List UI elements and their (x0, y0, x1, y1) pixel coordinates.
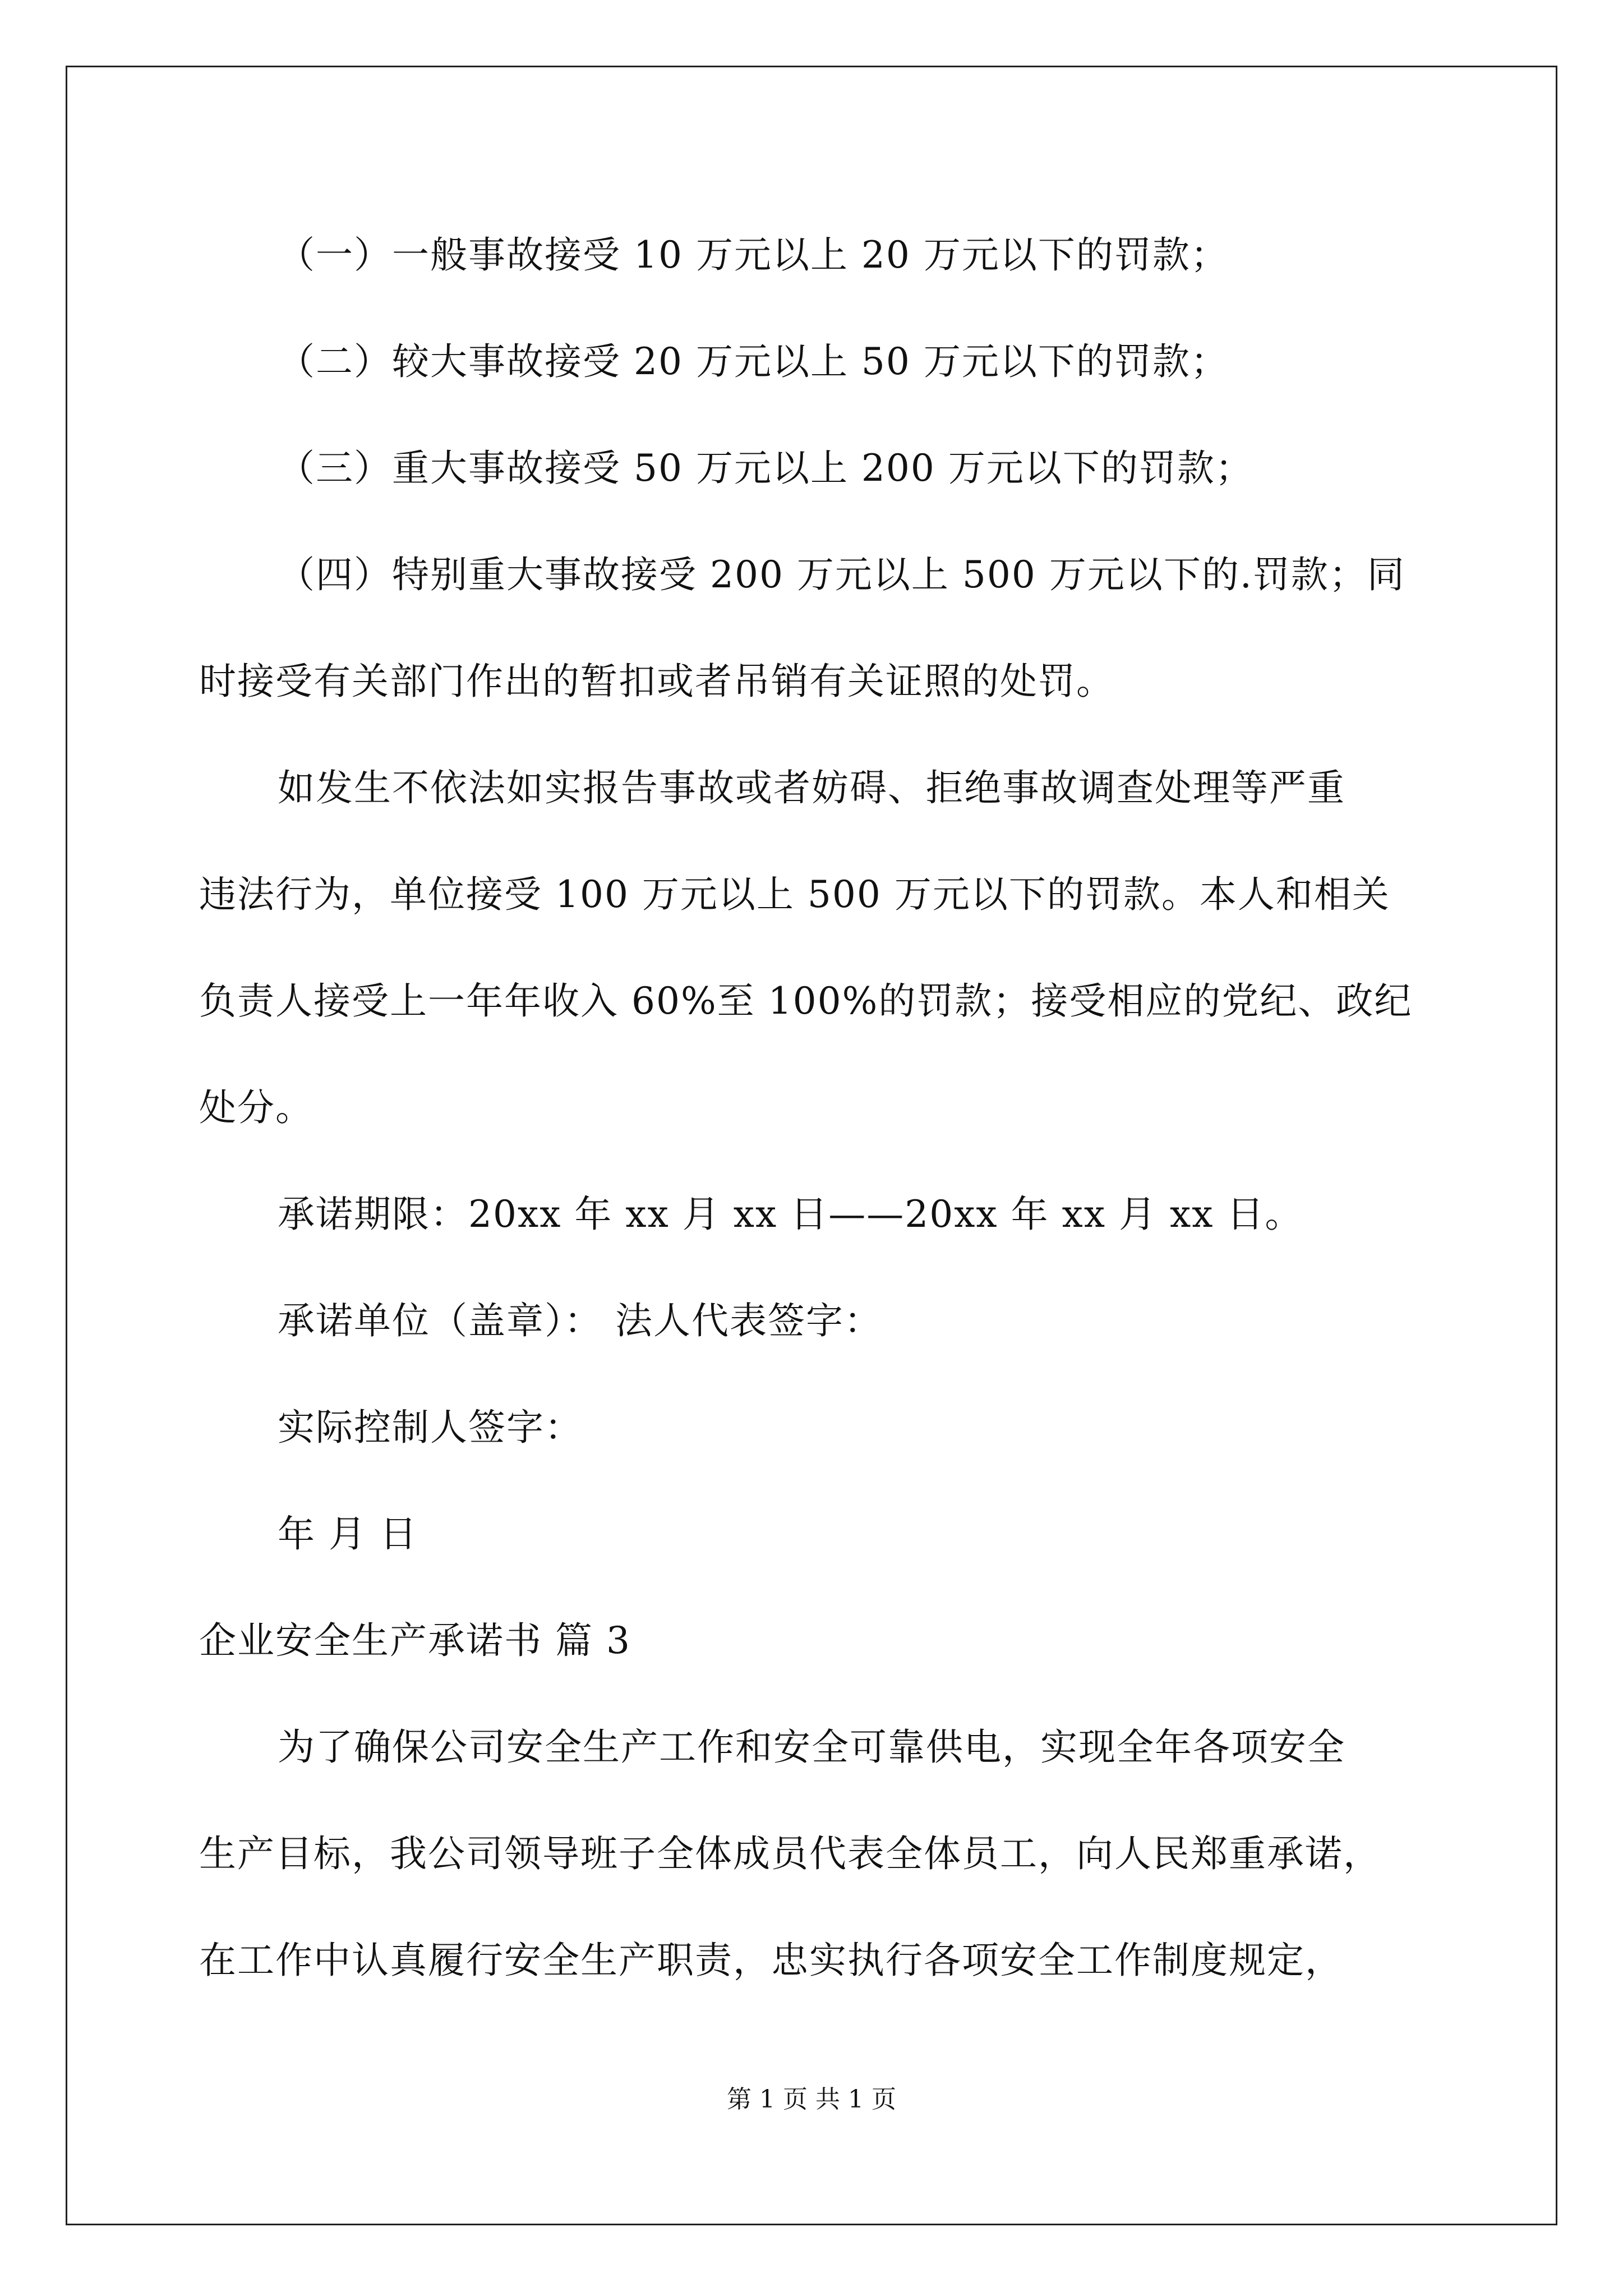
paragraph-line: （二）较大事故接受 20 万元以上 50 万元以下的罚款； (278, 340, 1229, 383)
paragraph-line: 承诺期限：20xx 年 xx 月 xx 日——20xx 年 xx 月 xx 日。 (278, 1193, 1303, 1236)
paragraph-line: 为了确保公司安全生产工作和安全可靠供电，实现全年各项安全 (278, 1726, 1345, 1769)
paragraph-line: （四）特别重大事故接受 200 万元以上 500 万元以下的.罚款；同 (278, 553, 1405, 596)
paragraph-line: 承诺单位（盖章）： 法人代表签字： (278, 1299, 882, 1342)
section-heading: 企业安全生产承诺书 篇 3 (199, 1619, 631, 1662)
paragraph-line: （一）一般事故接受 10 万元以上 20 万元以下的罚款； (278, 233, 1229, 277)
paragraph-line: 负责人接受上一年年收入 60%至 100%的罚款；接受相应的党纪、政纪 (199, 979, 1413, 1023)
paragraph-line: 生产目标，我公司领导班子全体成员代表全体员工，向人民郑重承诺， (199, 1832, 1381, 1875)
paragraph-line: 在工作中认真履行安全生产职责，忠实执行各项安全工作制度规定， (199, 1939, 1343, 1982)
paragraph-line: 时接受有关部门作出的暂扣或者吊销有关证照的处罚。 (199, 660, 1114, 703)
paragraph-line: 如发生不依法如实报告事故或者妨碍、拒绝事故调查处理等严重 (278, 766, 1345, 809)
paragraph-line: 实际控制人签字： (278, 1406, 583, 1449)
paragraph-line: （三）重大事故接受 50 万元以上 200 万元以下的罚款； (278, 447, 1253, 490)
paragraph-line: 处分。 (199, 1086, 313, 1129)
page-footer: 第 1 页 共 1 页 (727, 2085, 896, 2114)
paragraph-line: 违法行为，单位接受 100 万元以上 500 万元以下的罚款。本人和相关 (199, 873, 1390, 916)
page-border (66, 66, 1557, 2225)
paragraph-line: 年 月 日 (278, 1512, 418, 1556)
